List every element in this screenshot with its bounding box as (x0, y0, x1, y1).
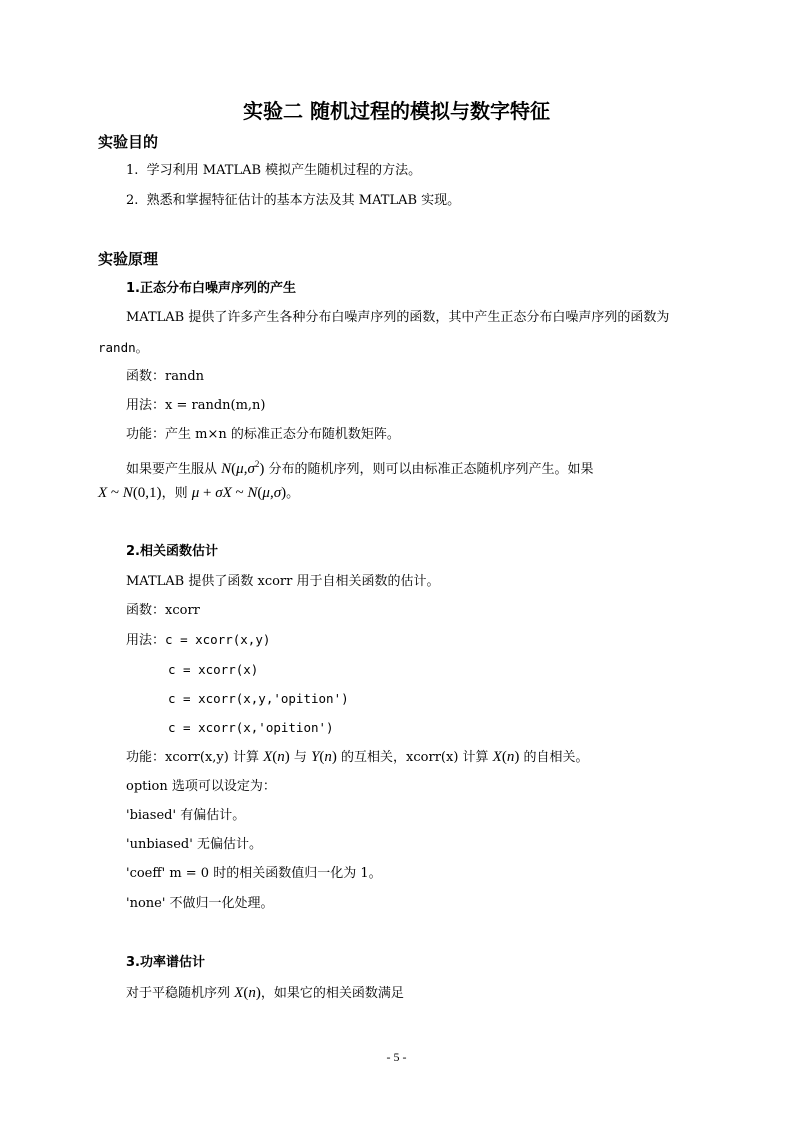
text-span: 的互相关，xcorr(x) 计算 (341, 750, 489, 765)
section-heading-purpose: 实验目的 (98, 133, 159, 151)
list-item-text: 学习利用 MATLAB 模拟产生随机过程的方法。 (146, 163, 422, 178)
list-item-number: 1. (126, 163, 139, 178)
formula-x-n: X(n) (492, 749, 520, 765)
text-span: 与 (293, 750, 307, 765)
text-span: 分布的随机序列，则可以由标准正态随机序列产生。如果 (268, 462, 594, 477)
formula-transformed-normal: μ + σX ~ N(μ,σ) (191, 485, 287, 501)
text-span: 功能：xcorr(x,y) 计算 (126, 750, 259, 765)
paragraph-line: randn。 (98, 340, 149, 355)
function-name-line: 函数：randn (126, 369, 205, 384)
text-span: ，则 (161, 486, 188, 501)
option-item: 'biased' 有偏估计。 (126, 808, 246, 823)
subsection-title-normal-noise: 1.正态分布白噪声序列的产生 (126, 281, 296, 296)
list-item-text: 熟悉和掌握特征估计的基本方法及其 MATLAB 实现。 (146, 193, 461, 208)
text-span: ，如果它的相关函数满足 (260, 986, 404, 1001)
usage-line (126, 631, 270, 650)
feature-line: 功能：产生 m×n 的标准正态分布随机数矩阵。 (126, 427, 400, 442)
formula-x-n: X(n) (263, 749, 290, 765)
paragraph-line: MATLAB 提供了函数 xcorr 用于自相关函数的估计。 (126, 574, 440, 589)
text-span: 对于平稳随机序列 (126, 986, 231, 1001)
subsection-title-correlation: 2.相关函数估计 (126, 544, 218, 559)
option-item: 'none' 不做归一化处理。 (126, 896, 274, 911)
subsection-title-power-spectrum: 3.功率谱估计 (126, 955, 205, 970)
paragraph-line (126, 984, 404, 1003)
distribution-line (126, 455, 594, 479)
formula-y-n: Y(n) (311, 749, 337, 765)
feature-line (126, 748, 589, 767)
code-snippet: c = xcorr(x,'opition') (168, 720, 334, 735)
paragraph-line: MATLAB 提供了许多产生各种分布白噪声序列的函数，其中产生正态分布白噪声序列的函数为 (126, 310, 670, 325)
formula-normal-mu-sigma2: $N(\mu,\sigma^2)$ (221, 459, 265, 477)
code-snippet: c = xcorr(x,y,'opition') (168, 691, 349, 706)
formula-x-standard-normal: X ~ N(0,1) (98, 485, 162, 501)
code-snippet: c = xcorr(x,y) (165, 632, 271, 647)
distribution-line-2 (98, 484, 299, 503)
page-number: - 5 - (386, 1050, 407, 1064)
list-item (126, 162, 421, 180)
page-title: 实验二 随机过程的模拟与数字特征 (243, 99, 550, 123)
text-span: 如果要产生服从 (126, 462, 218, 477)
usage-label: 用法： (126, 633, 166, 648)
list-item (126, 192, 460, 210)
code-snippet: c = xcorr(x) (168, 662, 259, 677)
list-item-number: 2. (126, 193, 139, 208)
text-span: 。 (286, 486, 300, 501)
option-item: 'coeff' m = 0 时的相关函数值归一化为 1。 (126, 866, 382, 881)
option-intro-line: option 选项可以设定为： (126, 779, 276, 794)
formula-x-n: X(n) (234, 985, 261, 1001)
option-item: 'unbiased' 无偏估计。 (126, 837, 262, 852)
usage-line: 用法：x = randn(m,n) (126, 398, 266, 413)
text-span: 的自相关。 (523, 750, 589, 765)
function-name-line: 函数：xcorr (126, 603, 200, 618)
section-heading-principle: 实验原理 (98, 250, 159, 268)
